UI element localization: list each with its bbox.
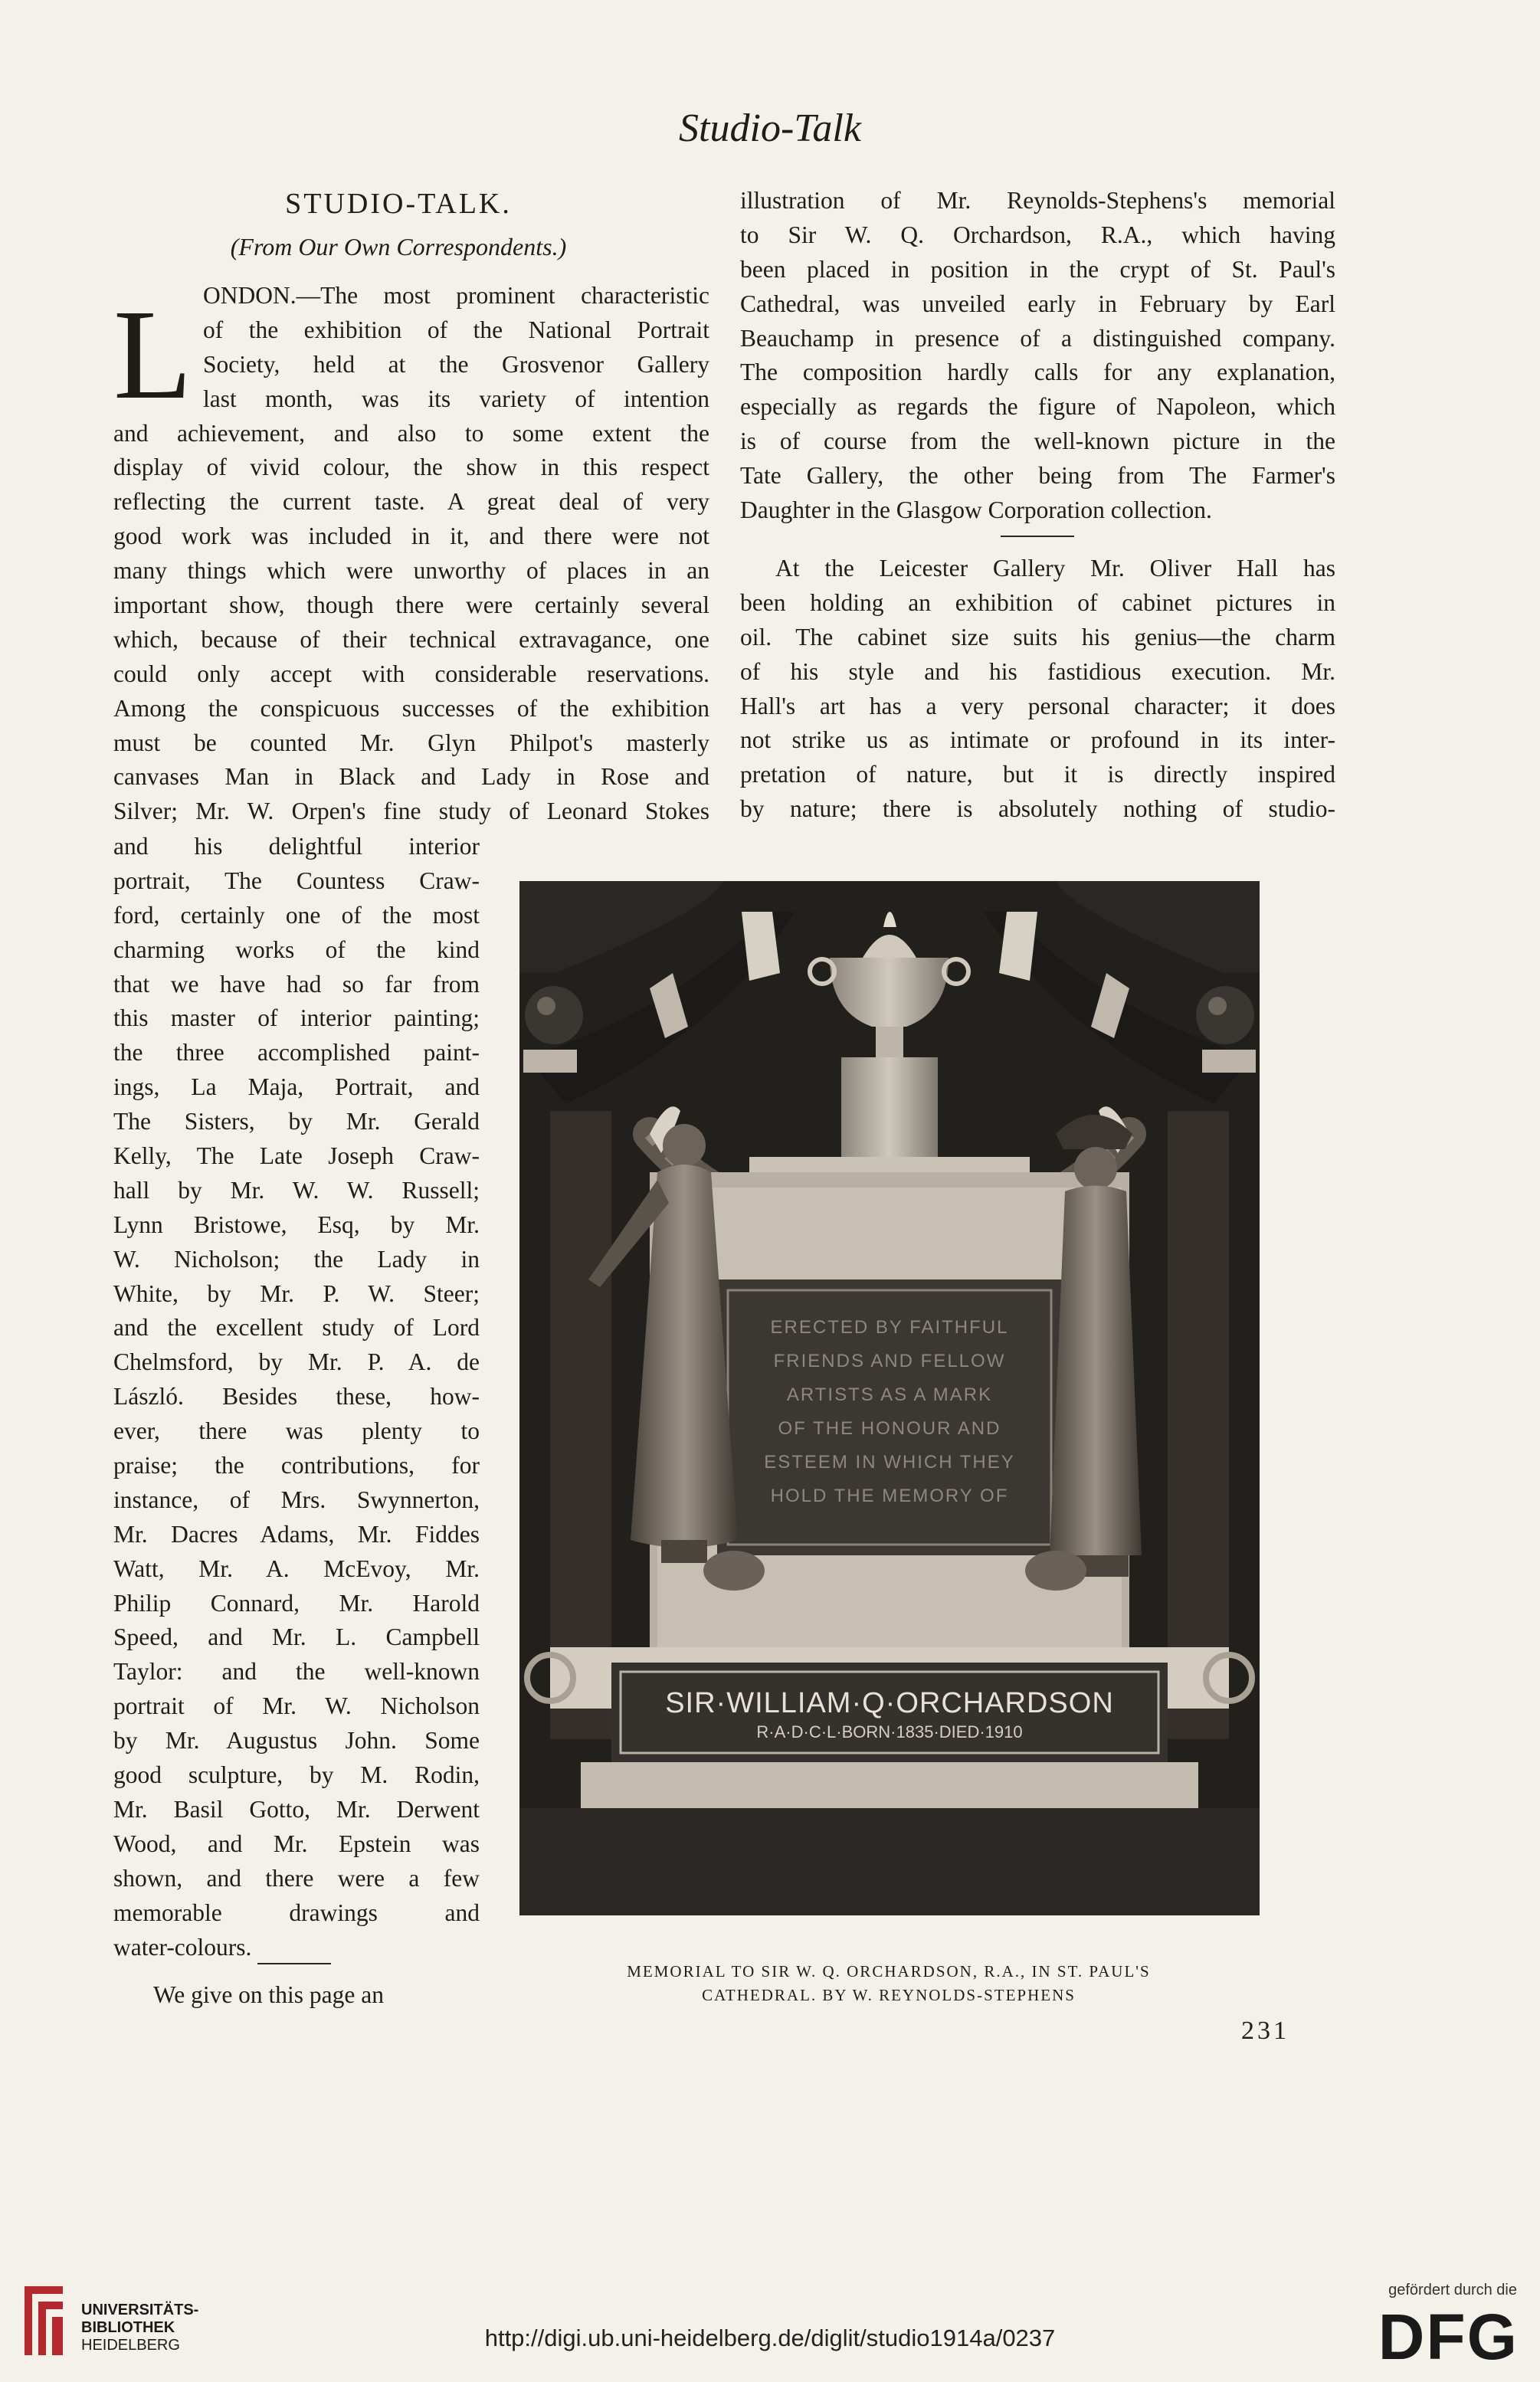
text-line: Beauchamp in presence of a distinguished company. <box>740 324 1335 352</box>
text-line: and the excellent study of Lord <box>113 1314 480 1342</box>
text-line: W. Nicholson; the Lady in <box>113 1245 480 1273</box>
right-column-para-1 <box>740 184 1335 528</box>
text-line: many things which were unworthy of places in an <box>113 557 709 585</box>
text-line: especially as regards the figure of Napoleon, which <box>740 393 1335 421</box>
text-line: good sculpture, by M. Rodin, <box>113 1761 480 1789</box>
text-line: ONDON.—The most prominent characteristic <box>203 282 709 309</box>
text-line: Philip Connard, Mr. Harold <box>113 1589 480 1617</box>
text-line: been holding an exhibition of cabinet pictures in <box>740 588 1335 616</box>
tablet-line: ERECTED BY FAITHFUL <box>770 1317 1009 1338</box>
text-line: could only accept with considerable reservations. <box>113 660 709 687</box>
text-line: ever, there was plenty to <box>113 1417 480 1445</box>
text-line: portrait of Mr. W. Nicholson <box>113 1692 480 1720</box>
text-line: this master of interior painting; <box>113 1004 480 1032</box>
text-line: and his delightful interior <box>113 833 480 860</box>
subheading: (From Our Own Correspondents.) <box>230 233 567 260</box>
running-head: Studio-Talk <box>679 106 861 150</box>
text-line: Silver; Mr. W. Orpen's fine study of Leonard Stokes <box>113 798 709 825</box>
text-line: oil. The cabinet size suits his genius—the charm <box>740 623 1335 650</box>
text-line: display of vivid colour, the show in this respect <box>113 454 709 481</box>
text-line: important show, though there were certainly several <box>113 591 709 619</box>
tablet-line: ESTEEM IN WHICH THEY <box>764 1452 1015 1473</box>
figure-caption <box>521 1960 1257 2007</box>
tablet-line: ARTISTS AS A MARK <box>786 1384 993 1405</box>
text-line: last month, was its variety of intention <box>203 385 709 412</box>
text-line: portrait, The Countess Craw- <box>113 867 480 894</box>
funding-note: gefördert durch die <box>1388 2282 1517 2298</box>
text-line: shown, and there were a few <box>113 1864 480 1892</box>
text-line: ford, certainly one of the most <box>113 901 480 929</box>
text-line: not strike us as intimate or profound in its inter- <box>740 726 1335 754</box>
text-line: Mr. Dacres Adams, Mr. Fiddes <box>113 1520 480 1548</box>
text-line: Hall's art has a very personal character; it does <box>740 692 1335 719</box>
text-line: László. Besides these, how- <box>113 1383 480 1411</box>
text-line: illustration of Mr. Reynolds-Stephens's memorial <box>740 187 1335 214</box>
text-line: Wood, and Mr. Epstein was <box>113 1830 480 1857</box>
left-bottom-line: We give on this page an <box>153 1981 385 2008</box>
name-plate-dates: R·A·D·C·L·BORN·1835·DIED·1910 <box>756 1722 1023 1741</box>
text-line: Kelly, The Late Joseph Craw- <box>113 1142 480 1170</box>
text-line: pretation of nature, but it is directly inspired <box>740 761 1335 788</box>
text-line: that we have had so far from <box>113 970 480 998</box>
text-line: Chelmsford, by Mr. P. A. de <box>113 1348 480 1376</box>
left-column-wide <box>113 279 709 829</box>
text-line: Society, held at the Grosvenor Gallery <box>203 350 709 378</box>
text-line: ings, La Maja, Portrait, and <box>113 1073 480 1101</box>
text-line: The composition hardly calls for any explanation, <box>740 359 1335 386</box>
text-line: been placed in position in the crypt of St. Paul's <box>740 255 1335 283</box>
text-line: White, by Mr. P. W. Steer; <box>113 1279 480 1307</box>
library-name: UNIVERSITÄTS- BIBLIOTHEK HEIDELBERG <box>81 2302 199 2354</box>
text-line: good work was included in it, and there were not <box>113 523 709 550</box>
text-line: reflecting the current taste. A great deal of very <box>113 488 709 516</box>
tablet-line: HOLD THE MEMORY OF <box>770 1486 1009 1506</box>
text-line: The Sisters, by Mr. Gerald <box>113 1108 480 1135</box>
text-line: by Mr. Augustus John. Some <box>113 1727 480 1755</box>
text-line: Tate Gallery, the other being from The Farmer's <box>740 462 1335 490</box>
left-column-narrow <box>113 830 480 1964</box>
right-column-para-2 <box>740 552 1335 827</box>
caption-line-2: CATHEDRAL. BY W. REYNOLDS-STEPHENS <box>702 1986 1076 2004</box>
text-line: by nature; there is absolutely nothing of studio- <box>740 795 1335 823</box>
text-line: hall by Mr. W. W. Russell; <box>113 1176 480 1204</box>
text-line: Speed, and Mr. L. Campbell <box>113 1623 480 1651</box>
text-line: Cathedral, was unveiled early in February by Earl <box>740 290 1335 317</box>
text-line: which, because of their technical extravagance, one <box>113 625 709 653</box>
drop-cap: L <box>113 283 192 426</box>
tablet-line: FRIENDS AND FELLOW <box>773 1351 1006 1371</box>
text-line: Daughter in the Glasgow Corporation collection. <box>740 496 1212 524</box>
text-line: At the Leicester Gallery Mr. Oliver Hall has <box>775 555 1335 582</box>
text-line: memorable drawings and <box>113 1899 480 1926</box>
text-line: water-colours. <box>113 1933 252 1961</box>
text-line: must be counted Mr. Glyn Philpot's masterly <box>113 729 709 756</box>
memorial-photograph <box>519 881 1260 1915</box>
text-line: charming works of the kind <box>113 935 480 963</box>
source-url[interactable]: http://digi.ub.uni-heidelberg.de/diglit/studio1914a/0237 <box>484 2325 1056 2351</box>
text-line: Watt, Mr. A. McEvoy, Mr. <box>113 1555 480 1582</box>
text-line: Taylor: and the well-known <box>113 1658 480 1686</box>
text-line: is of course from the well-known picture in the <box>740 428 1335 455</box>
tablet-line: OF THE HONOUR AND <box>778 1418 1001 1439</box>
column-rule <box>257 1963 331 1964</box>
text-line: to Sir W. Q. Orchardson, R.A., which having <box>740 221 1335 248</box>
text-line: of his style and his fastidious execution. Mr. <box>740 657 1335 685</box>
dfg-logo: DFG <box>1378 2301 1519 2373</box>
text-line: Lynn Bristowe, Esq, by Mr. <box>113 1211 480 1238</box>
text-line: Among the conspicuous successes of the exhibition <box>113 694 709 722</box>
page-number: 231 <box>1241 2017 1289 2045</box>
text-line: canvases Man in Black and Lady in Rose and <box>113 763 709 791</box>
name-plate: SIR·WILLIAM·Q·ORCHARDSON <box>665 1687 1114 1719</box>
text-line: the three accomplished paint- <box>113 1039 480 1066</box>
caption-line-1: MEMORIAL TO SIR W. Q. ORCHARDSON, R.A., IN ST. PAUL'S <box>627 1962 1151 1981</box>
text-line: Mr. Basil Gotto, Mr. Derwent <box>113 1795 480 1823</box>
right-column-rule <box>1001 536 1074 537</box>
text-line: of the exhibition of the National Portrait <box>203 316 709 343</box>
section-heading: STUDIO-TALK. <box>285 188 512 220</box>
text-line: and achievement, and also to some extent the <box>113 419 709 447</box>
text-line: praise; the contributions, for <box>113 1452 480 1479</box>
text-line: instance, of Mrs. Swynnerton, <box>113 1486 480 1513</box>
